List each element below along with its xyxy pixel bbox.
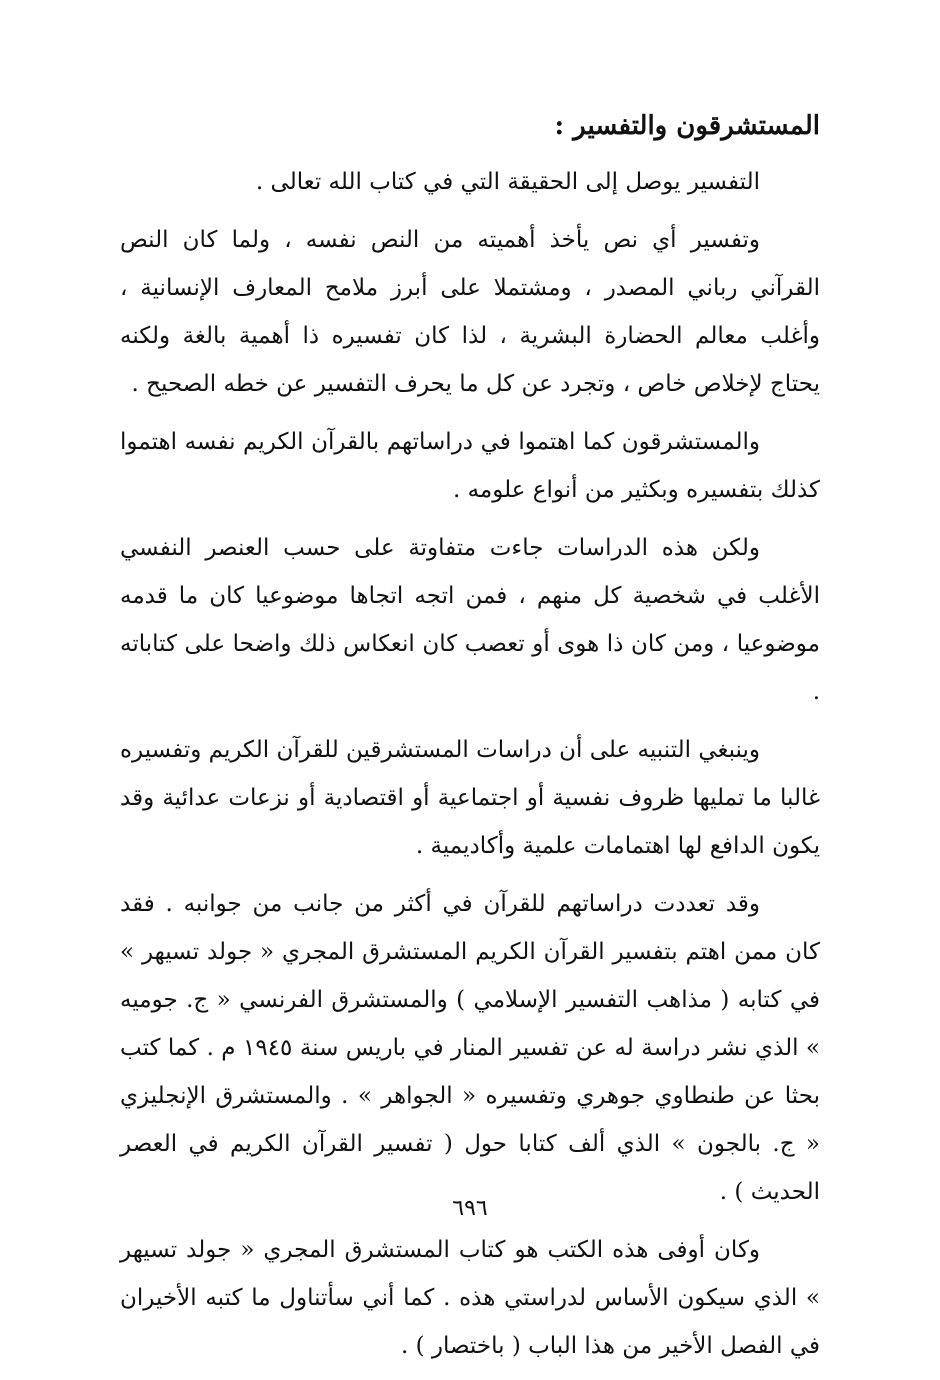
- page-body: [120, 100, 820, 1380]
- paragraph-3: والمستشرقون كما اهتموا في دراساتهم بالقرآن الكريم نفسه اهتموا كذلك بتفسيره وبكثير من أنواع علومه .: [120, 429, 820, 503]
- paragraph-5: وينبغي التنبيه على أن دراسات المستشرقين للقرآن الكريم وتفسيره غالبا ما تمليها ظروف نفسية أو اجتماعية أو اقتصادية أو نزعات عدائية وقد يكون الدافع لها اهتمامات علمية وأكاديمية .: [120, 737, 820, 859]
- page-number: ٦٩٦: [452, 1196, 488, 1221]
- paragraph-1: التفسير يوصل إلى الحقيقة التي في كتاب الله تعالى .: [255, 169, 760, 195]
- paragraph-6: وقد تعددت دراساتهم للقرآن في أكثر من جانب من جوانبه . فقد كان ممن اهتم بتفسير القرآن الكريم المستشرق المجري « جولد تسيهر » في كتابه ( مذاهب التفسير الإسلامي ) والمستشرق الفرنسي « ج. جوميه » الذي نشر دراسة له عن تفسير المنار في باريس سنة ١٩٤٥ م . كما كتب بحثا عن طنطاوي جوهري وتفسيره « الجواهر » . والمستشرق الإنجليزي « ج. بالجون » الذي ألف كتابا حول ( تفسير القرآن الكريم في العصر الحديث ) .: [120, 891, 821, 1205]
- paragraph-2: وتفسير أي نص يأخذ أهميته من النص نفسه ، ولما كان النص القرآني رباني المصدر ، ومشتملا على أبرز ملامح المعارف الإنسانية ، وأغلب معالم الحضارة البشرية ، لذا كان تفسيره ذا أهمية بالغة ولكنه يحتاج لإخلاص خاص ، وتجرد عن كل ما يحرف التفسير عن خطه الصحيح .: [120, 227, 820, 397]
- section-heading: المستشرقون والتفسير :: [554, 111, 820, 141]
- paragraph-7: وكان أوفى هذه الكتب هو كتاب المستشرق المجري « جولد تسيهر » الذي سيكون الأساس لدراستي هذه . كما أني سأتناول ما كتبه الأخيران في الفصل الأخير من هذا الباب ( باختصار ) .: [120, 1237, 820, 1359]
- paragraph-4: ولكن هذه الدراسات جاءت متفاوتة على حسب العنصر النفسي الأغلب في شخصية كل منهم ، فمن اتجه اتجاها موضوعيا كان ما قدمه موضوعيا ، ومن كان ذا هوى أو تعصب كان انعكاس ذلك واضحا على كتاباته .: [120, 535, 820, 705]
